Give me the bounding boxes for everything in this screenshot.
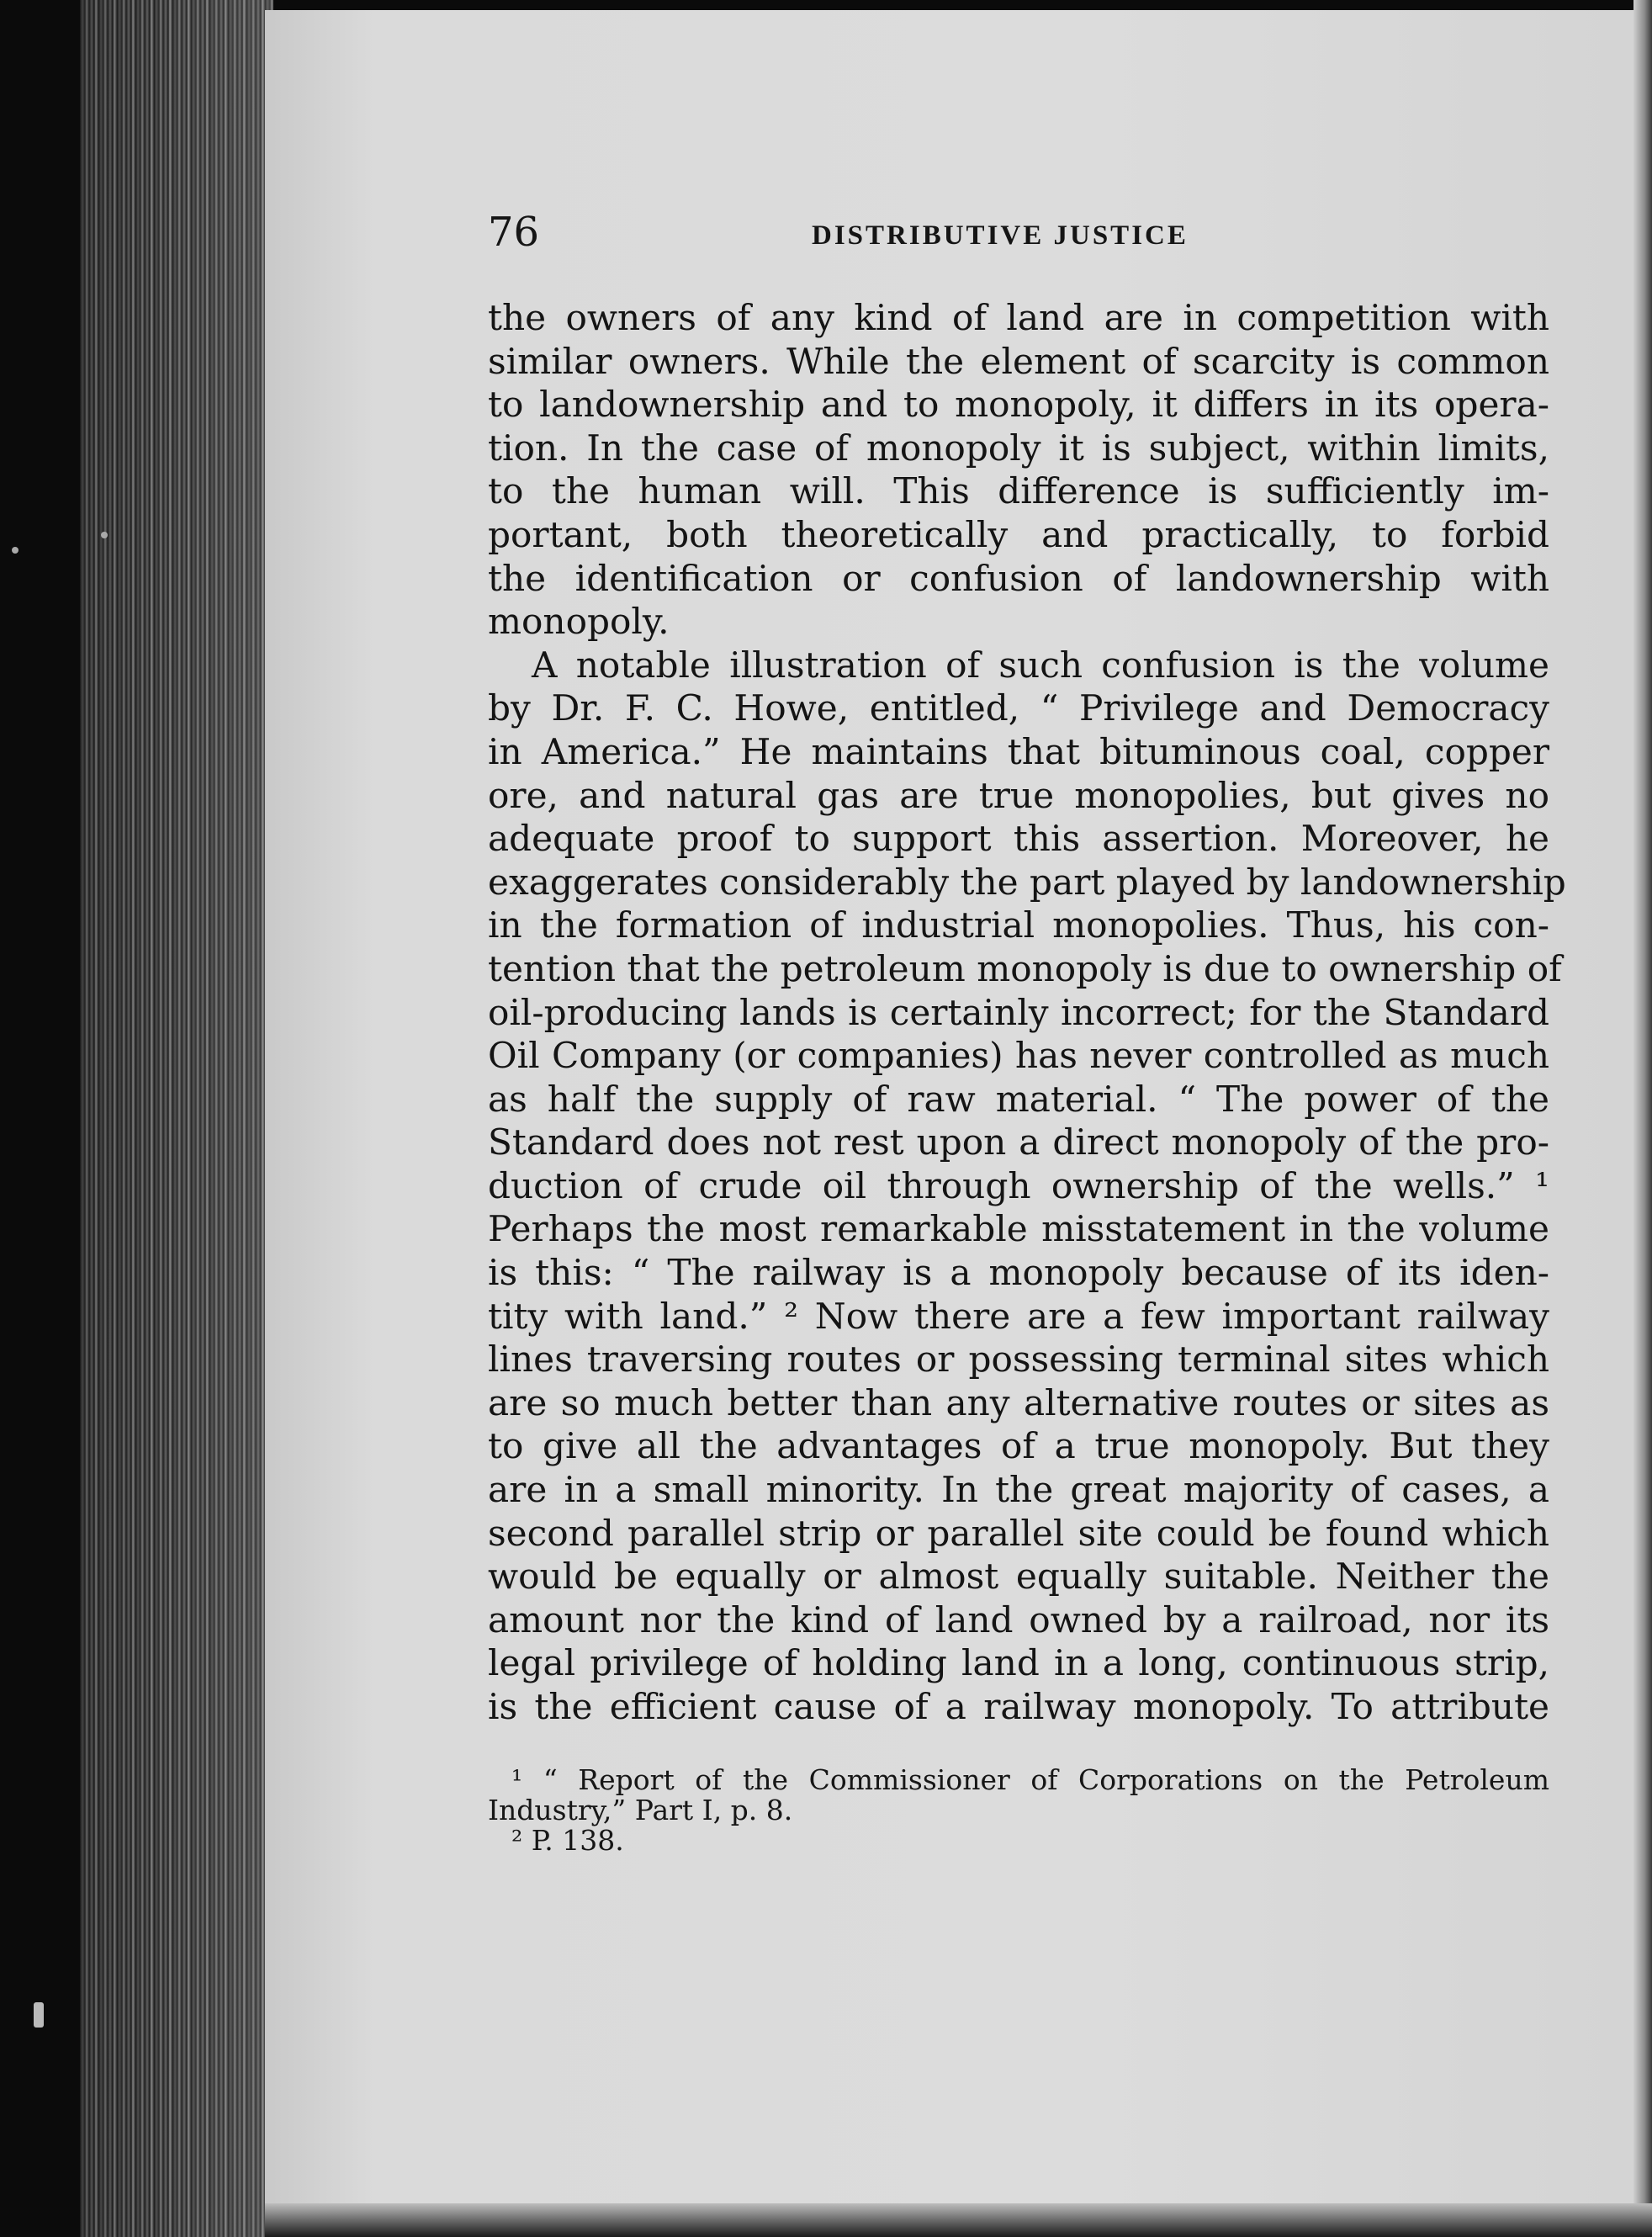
text-line: in America.” He maintains that bituminous coal, copper (488, 730, 1549, 772)
text-line: in the formation of industrial monopolies. Thus, his con- (488, 904, 1549, 946)
footnotes (488, 1765, 1549, 1856)
text-line: is this: “ The railway is a monopoly because of its iden- (488, 1252, 1549, 1294)
text-line: the owners of any kind of land are in competition with (488, 297, 1549, 338)
text-line: the identification or confusion of landownership with (488, 557, 1549, 599)
dust-speck (12, 547, 19, 554)
text-line: Perhaps the most remarkable misstatement in the volume (488, 1208, 1549, 1250)
footnote-line: Industry,” Part I, p. 8. (488, 1794, 793, 1826)
text-line: are so much better than any alternative routes or sites as (488, 1381, 1549, 1423)
page-right-edge (1633, 0, 1652, 2237)
dust-speck (34, 2002, 44, 2028)
text-line: exaggerates considerably the part played by landownership (488, 861, 1566, 903)
text-line: legal privilege of holding land in a long, continuous strip, (488, 1642, 1549, 1684)
text-line: by Dr. F. C. Howe, entitled, “ Privilege and Democracy (488, 687, 1549, 729)
footnote-line: ¹ “ Report of the Commissioner of Corporations on the Petroleum (511, 1763, 1549, 1796)
page-number: 76 (488, 209, 540, 256)
text-line: are in a small minority. In the great majority of cases, a (488, 1469, 1549, 1511)
text-line: to landownership and to monopoly, it differs in its opera- (488, 384, 1549, 426)
text-line: tity with land.” ² Now there are a few important railway (488, 1295, 1549, 1337)
text-line: adequate proof to support this assertion. Moreover, he (488, 818, 1549, 860)
text-line: duction of crude oil through ownership of the wells.” ¹ (488, 1164, 1549, 1206)
text-line: tion. In the case of monopoly it is subject, within limits, (488, 427, 1549, 469)
text-line: oil-producing lands is certainly incorrect; for the Standard (488, 991, 1549, 1033)
text-line: Standard does not rest upon a direct monopoly of the pro- (488, 1121, 1549, 1164)
running-head-title: DISTRIBUTIVE JUSTICE (812, 220, 1189, 251)
text-line: lines traversing routes or possessing terminal sites which (488, 1338, 1549, 1381)
text-line: would be equally or almost equally suitable. Neither the (488, 1556, 1549, 1598)
dust-speck (101, 532, 108, 538)
page-bottom-edge (265, 2203, 1652, 2237)
footnote-line: ² P. 138. (511, 1824, 624, 1857)
text-line: monopoly. (488, 601, 670, 643)
running-head (488, 209, 1228, 259)
text-line: Oil Company (or companies) has never controlled as much (488, 1035, 1549, 1077)
text-line: as half the supply of raw material. “ The power of the (488, 1078, 1549, 1120)
text-line: ore, and natural gas are true monopolies, but gives no (488, 774, 1549, 816)
text-line: tention that the petroleum monopoly is due to ownership of (488, 947, 1562, 989)
text-line: to the human will. This difference is sufficiently im- (488, 470, 1549, 512)
text-line: second parallel strip or parallel site could be found which (488, 1512, 1549, 1554)
page-edges-shading (80, 0, 273, 2237)
text-line: similar owners. While the element of scarcity is common (488, 340, 1549, 382)
text-line: A notable illustration of such confusion is the volume (532, 644, 1549, 686)
text-line: amount nor the kind of land owned by a railroad, nor its (488, 1598, 1549, 1641)
text-line: portant, both theoretically and practically, to forbid (488, 513, 1549, 555)
text-line: to give all the advantages of a true monopoly. But they (488, 1425, 1549, 1467)
text-line: is the efficient cause of a railway monopoly. To attribute (488, 1686, 1549, 1727)
body-text (488, 296, 1566, 1729)
